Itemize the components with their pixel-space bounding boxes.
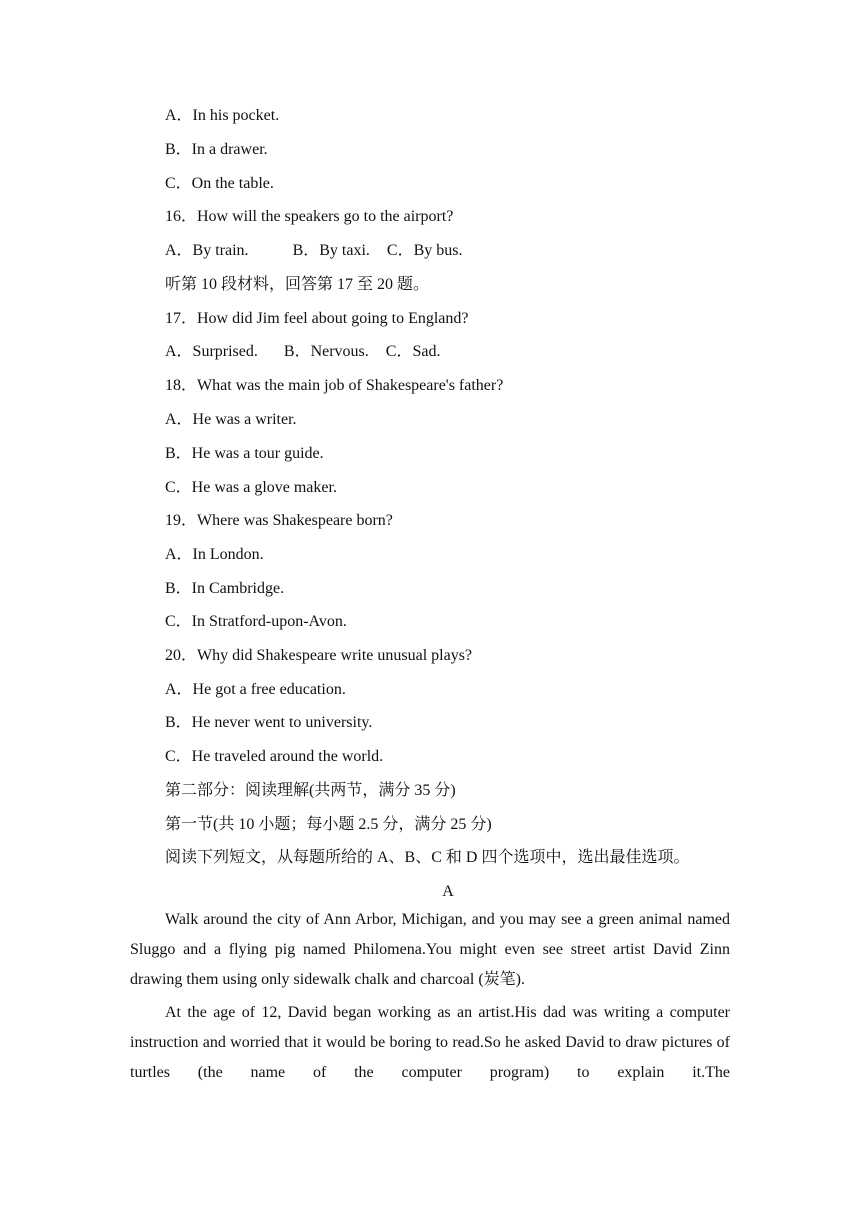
part-two-heading: 第二部分：阅读理解(共两节，满分 35 分) xyxy=(165,782,456,799)
passage-label: A xyxy=(442,883,454,900)
q16-option-c: C．By bus. xyxy=(386,242,463,259)
q18-option-a: A．He was a writer. xyxy=(165,411,297,428)
question-18: 18．What was the main job of Shakespeare's father? xyxy=(165,377,504,394)
q20-option-a: A．He got a free education. xyxy=(165,681,346,698)
q15-option-b: B．In a drawer. xyxy=(165,141,268,158)
q19-option-a: A．In London. xyxy=(165,546,264,563)
q19-option-b: B．In Cambridge. xyxy=(165,580,285,597)
q17-options xyxy=(165,342,440,362)
q15-option-a: A．In his pocket. xyxy=(165,107,280,124)
q19-option-c: C．In Stratford-upon-Avon. xyxy=(165,613,347,630)
passage-paragraph-1: Walk around the city of Ann Arbor, Michigan, and you may see a green animal named Sluggo and a flying pig named Philomena.You might even see street artist David Zinn drawing them using only sidewalk chalk and charcoal (炭笔). xyxy=(130,911,730,988)
listening-instruction-10: 听第 10 段材料，回答第 17 至 20 题。 xyxy=(165,276,430,293)
section-one-heading: 第一节(共 10 小题；每小题 2.5 分，满分 25 分) xyxy=(165,816,492,833)
q15-option-c: C．On the table. xyxy=(165,175,274,192)
q17-option-c: C．Sad. xyxy=(385,343,441,360)
q18-option-c: C．He was a glove maker. xyxy=(165,479,337,496)
q16-option-a: A．By train. xyxy=(165,242,249,259)
question-20: 20．Why did Shakespeare write unusual plays? xyxy=(165,647,473,664)
q17-option-b: B．Nervous. xyxy=(283,343,369,360)
reading-instruction: 阅读下列短文，从每题所给的 A、B、C 和 D 四个选项中，选出最佳选项。 xyxy=(165,849,690,866)
question-16: 16．How will the speakers go to the airport? xyxy=(165,208,454,225)
q17-option-a: A．Surprised. xyxy=(165,343,258,360)
passage-paragraph-2: At the age of 12, David began working as an artist.His dad was writing a computer instruction and worried that it would be boring to read.So he asked David to draw pictures of turtles (the name of the computer program) to explain it.The xyxy=(130,1004,730,1081)
q18-option-b: B．He was a tour guide. xyxy=(165,445,324,462)
question-17: 17．How did Jim feel about going to England? xyxy=(165,310,469,327)
question-19: 19．Where was Shakespeare born? xyxy=(165,512,393,529)
q20-option-b: B．He never went to university. xyxy=(165,714,373,731)
q16-option-b: B．By taxi. xyxy=(292,242,370,259)
q20-option-c: C．He traveled around the world. xyxy=(165,748,384,765)
q16-options xyxy=(165,241,462,261)
